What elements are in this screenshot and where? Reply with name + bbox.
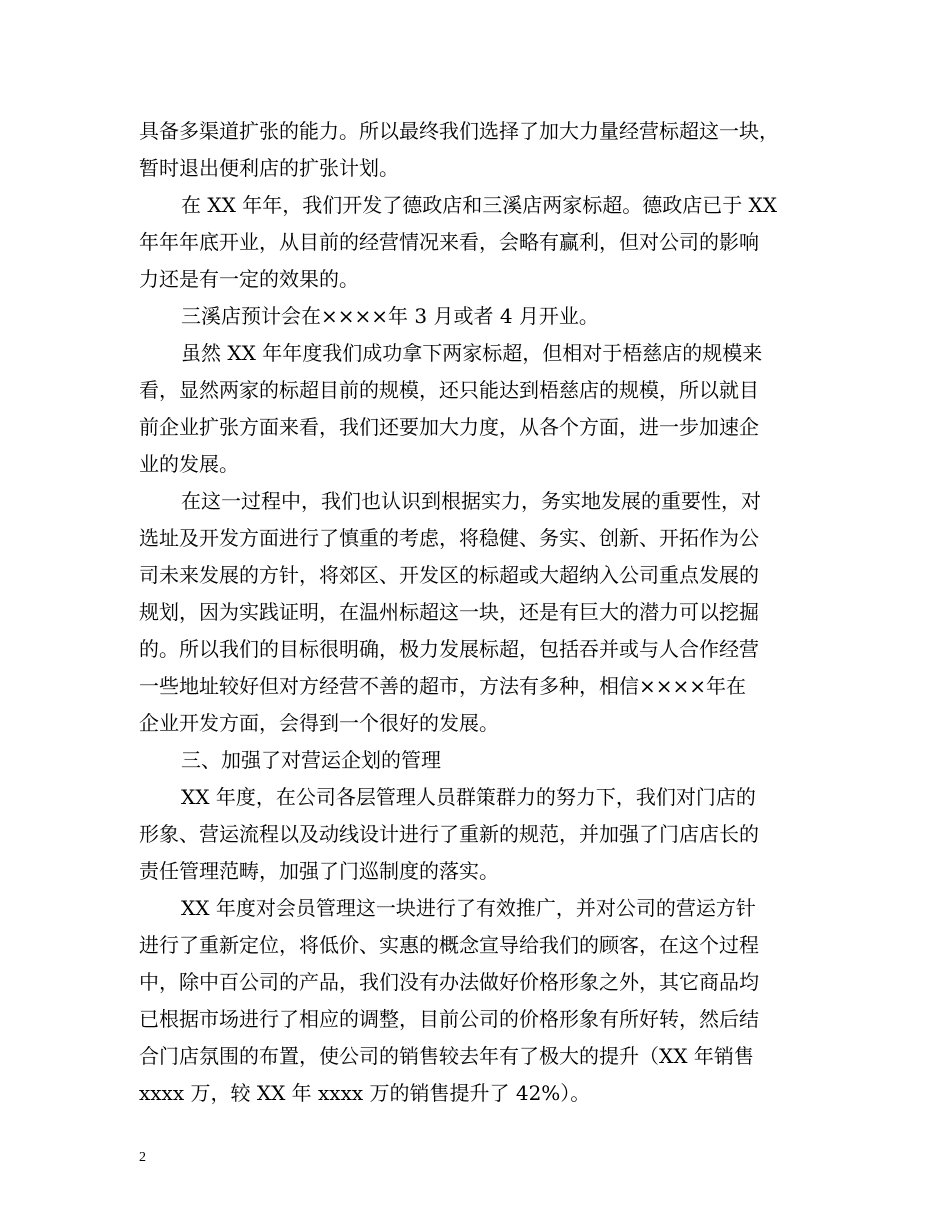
paragraph [139,187,819,298]
text-line: 年年年底开业，从目前的经营情况来看，会略有赢利，但对公司的影响 [139,230,759,254]
text-line: 的。所以我们的目标很明确，极力发展标超，包括吞并或与人合作经营 [139,637,759,661]
text-line: 一些地址较好但对方经营不善的超市，方法有多种，相信××××年在 [139,674,747,698]
text-line: 进行了重新定位，将低价、实惠的概念宣导给我们的顾客，在这个过程 [139,933,759,957]
text-line: 在这一过程中，我们也认识到根据实力，务实地发展的重要性，对 [181,489,761,513]
paragraph [139,113,819,187]
text-line: 选址及开发方面进行了慎重的考虑，将稳健、务实、创新、开拓作为公 [139,526,759,550]
text-line: 司未来发展的方针，将郊区、开发区的标超或大超纳入公司重点发展的 [139,563,759,587]
paragraph [139,890,819,1112]
paragraph [139,483,819,742]
document-body [139,113,819,1112]
text-line: 规划，因为实践证明，在温州标超这一块，还是有巨大的潜力可以挖掘 [139,600,759,624]
text-line: 业的发展。 [139,452,239,476]
text-line: 力还是有一定的效果的。 [139,267,359,291]
text-line: 暂时退出便利店的扩张计划。 [139,156,399,180]
paragraph [139,779,819,890]
text-line: 三、加强了对营运企划的管理 [181,748,441,772]
text-line: 责任管理范畴，加强了门巡制度的落实。 [139,859,499,883]
text-line: 中，除中百公司的产品，我们没有办法做好价格形象之外，其它商品均 [139,970,759,994]
paragraph [139,742,819,779]
text-line: XX 年度对会员管理这一块进行了有效推广，并对公司的营运方针 [181,896,756,920]
text-line: 三溪店预计会在××××年 3 月或者 4 月开业。 [181,304,599,328]
text-line: 合门店氛围的布置，使公司的销售较去年有了极大的提升（XX 年销售 [139,1044,754,1068]
text-line: 形象、营运流程以及动线设计进行了重新的规范，并加强了门店店长的 [139,822,759,846]
paragraph [139,335,819,483]
text-line: xxxx 万，较 XX 年 xxxx 万的销售提升了 42%）。 [139,1081,591,1105]
text-line: 看，显然两家的标超目前的规模，还只能达到梧慈店的规模，所以就目 [139,378,759,402]
text-line: 企业开发方面，会得到一个很好的发展。 [139,711,499,735]
text-line: 前企业扩张方面来看，我们还要加大力度，从各个方面，进一步加速企 [139,415,759,439]
text-line: 在 XX 年年，我们开发了德政店和三溪店两家标超。德政店已于 XX [181,193,778,217]
paragraph [139,298,819,335]
page-number: 2 [139,1150,146,1165]
text-line: 具备多渠道扩张的能力。所以最终我们选择了加大力量经营标超这一块， [139,119,779,143]
text-line: 虽然 XX 年年度我们成功拿下两家标超，但相对于梧慈店的规模来 [181,341,763,365]
text-line: 已根据市场进行了相应的调整，目前公司的价格形象有所好转，然后结 [139,1007,759,1031]
text-line: XX 年度，在公司各层管理人员群策群力的努力下，我们对门店的 [181,785,756,809]
